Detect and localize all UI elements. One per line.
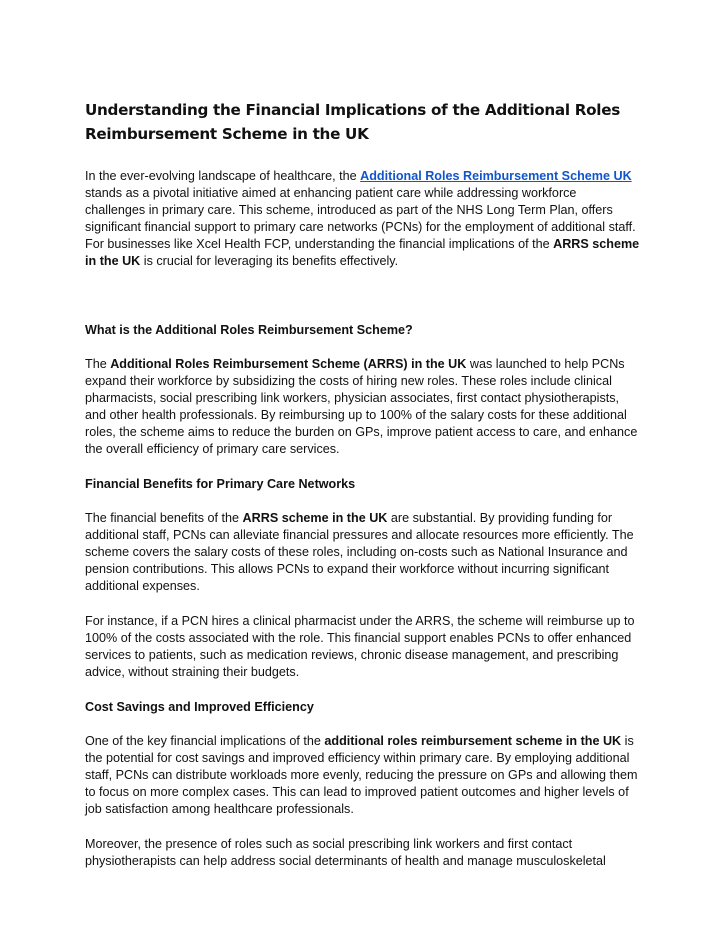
intro-text-1: In the ever-evolving landscape of healthcare, the	[85, 169, 361, 183]
section1-paragraph-1	[85, 356, 640, 458]
section2-bold-1: ARRS scheme in the UK	[242, 511, 388, 525]
section3-paragraph-1	[85, 733, 640, 818]
section3-text-1: One of the key financial implications of the	[85, 734, 325, 748]
section2-paragraph-1	[85, 510, 640, 595]
section2-paragraph-2: For instance, if a PCN hires a clinical pharmacist under the ARRS, the scheme will reimburse up to 100% of the costs associated with the role. This financial support enables PCNs to offer enhanced services to patients, such as medication reviews, chronic disease management, and prescribing advice, without straining their budgets.	[85, 614, 635, 679]
section2-text-2: are substantial. By providing funding for additional staff, PCNs can alleviate financial pressures and allocate resources more efficiently. The scheme covers the salary costs of these roles, including on-costs such as National Insurance and pension contributions. This allows PCNs to expand their workforce without incurring significant additional expenses.	[85, 511, 634, 593]
section1-text-2: was launched to help PCNs expand their workforce by subsidizing the costs of hiring new roles. These roles include clinical pharmacists, social prescribing link workers, physician associates, first contact physiotherapists, and other health professionals. By reimbursing up to 100% of the salary costs for these additional roles, the scheme aims to reduce the burden on GPs, improve patient access to care, and enhance the overall efficiency of primary care services.	[85, 357, 638, 456]
section-heading-financial-benefits: Financial Benefits for Primary Care Networks	[85, 477, 356, 491]
arrs-uk-link[interactable]: Additional Roles Reimbursement Scheme UK	[360, 169, 632, 183]
section3-paragraph-2: Moreover, the presence of roles such as social prescribing link workers and first contact physiotherapists can help address social determinants of health and manage musculoskeletal	[85, 837, 606, 868]
document-body	[85, 98, 640, 888]
section-spacer	[85, 288, 640, 322]
intro-text-2: stands as a pivotal initiative aimed at enhancing patient care while addressing workforce challenges in primary care. This scheme, introduced as part of the NHS Long Term Plan, offers significant financial support to primary care networks (PCNs) for the employment of additional staff. For businesses like Xcel Health FCP, understanding the financial implications of the	[85, 186, 636, 251]
section-heading-what-is-arrs: What is the Additional Roles Reimbursement Scheme?	[85, 323, 413, 337]
intro-paragraph	[85, 168, 640, 270]
section2-text-1: The financial benefits of the	[85, 511, 243, 525]
document-title: Understanding the Financial Implications of the Additional Roles Reimbursement Scheme in the UK	[85, 101, 620, 143]
section3-bold-1: additional roles reimbursement scheme in the UK	[324, 734, 622, 748]
section1-bold-1: Additional Roles Reimbursement Scheme (ARRS) in the UK	[110, 357, 467, 371]
intro-text-3: is crucial for leveraging its benefits effectively.	[140, 254, 399, 268]
section-heading-cost-savings: Cost Savings and Improved Efficiency	[85, 700, 314, 714]
intro-bold-1: ARRS scheme in the UK	[85, 237, 640, 268]
section1-text-1: The	[85, 357, 111, 371]
section3-text-2: is the potential for cost savings and improved efficiency within primary care. By employing additional staff, PCNs can distribute workloads more evenly, reducing the pressure on GPs and allowing them to focus on more complex cases. This can lead to improved patient outcomes and higher levels of job satisfaction among healthcare professionals.	[85, 734, 638, 816]
